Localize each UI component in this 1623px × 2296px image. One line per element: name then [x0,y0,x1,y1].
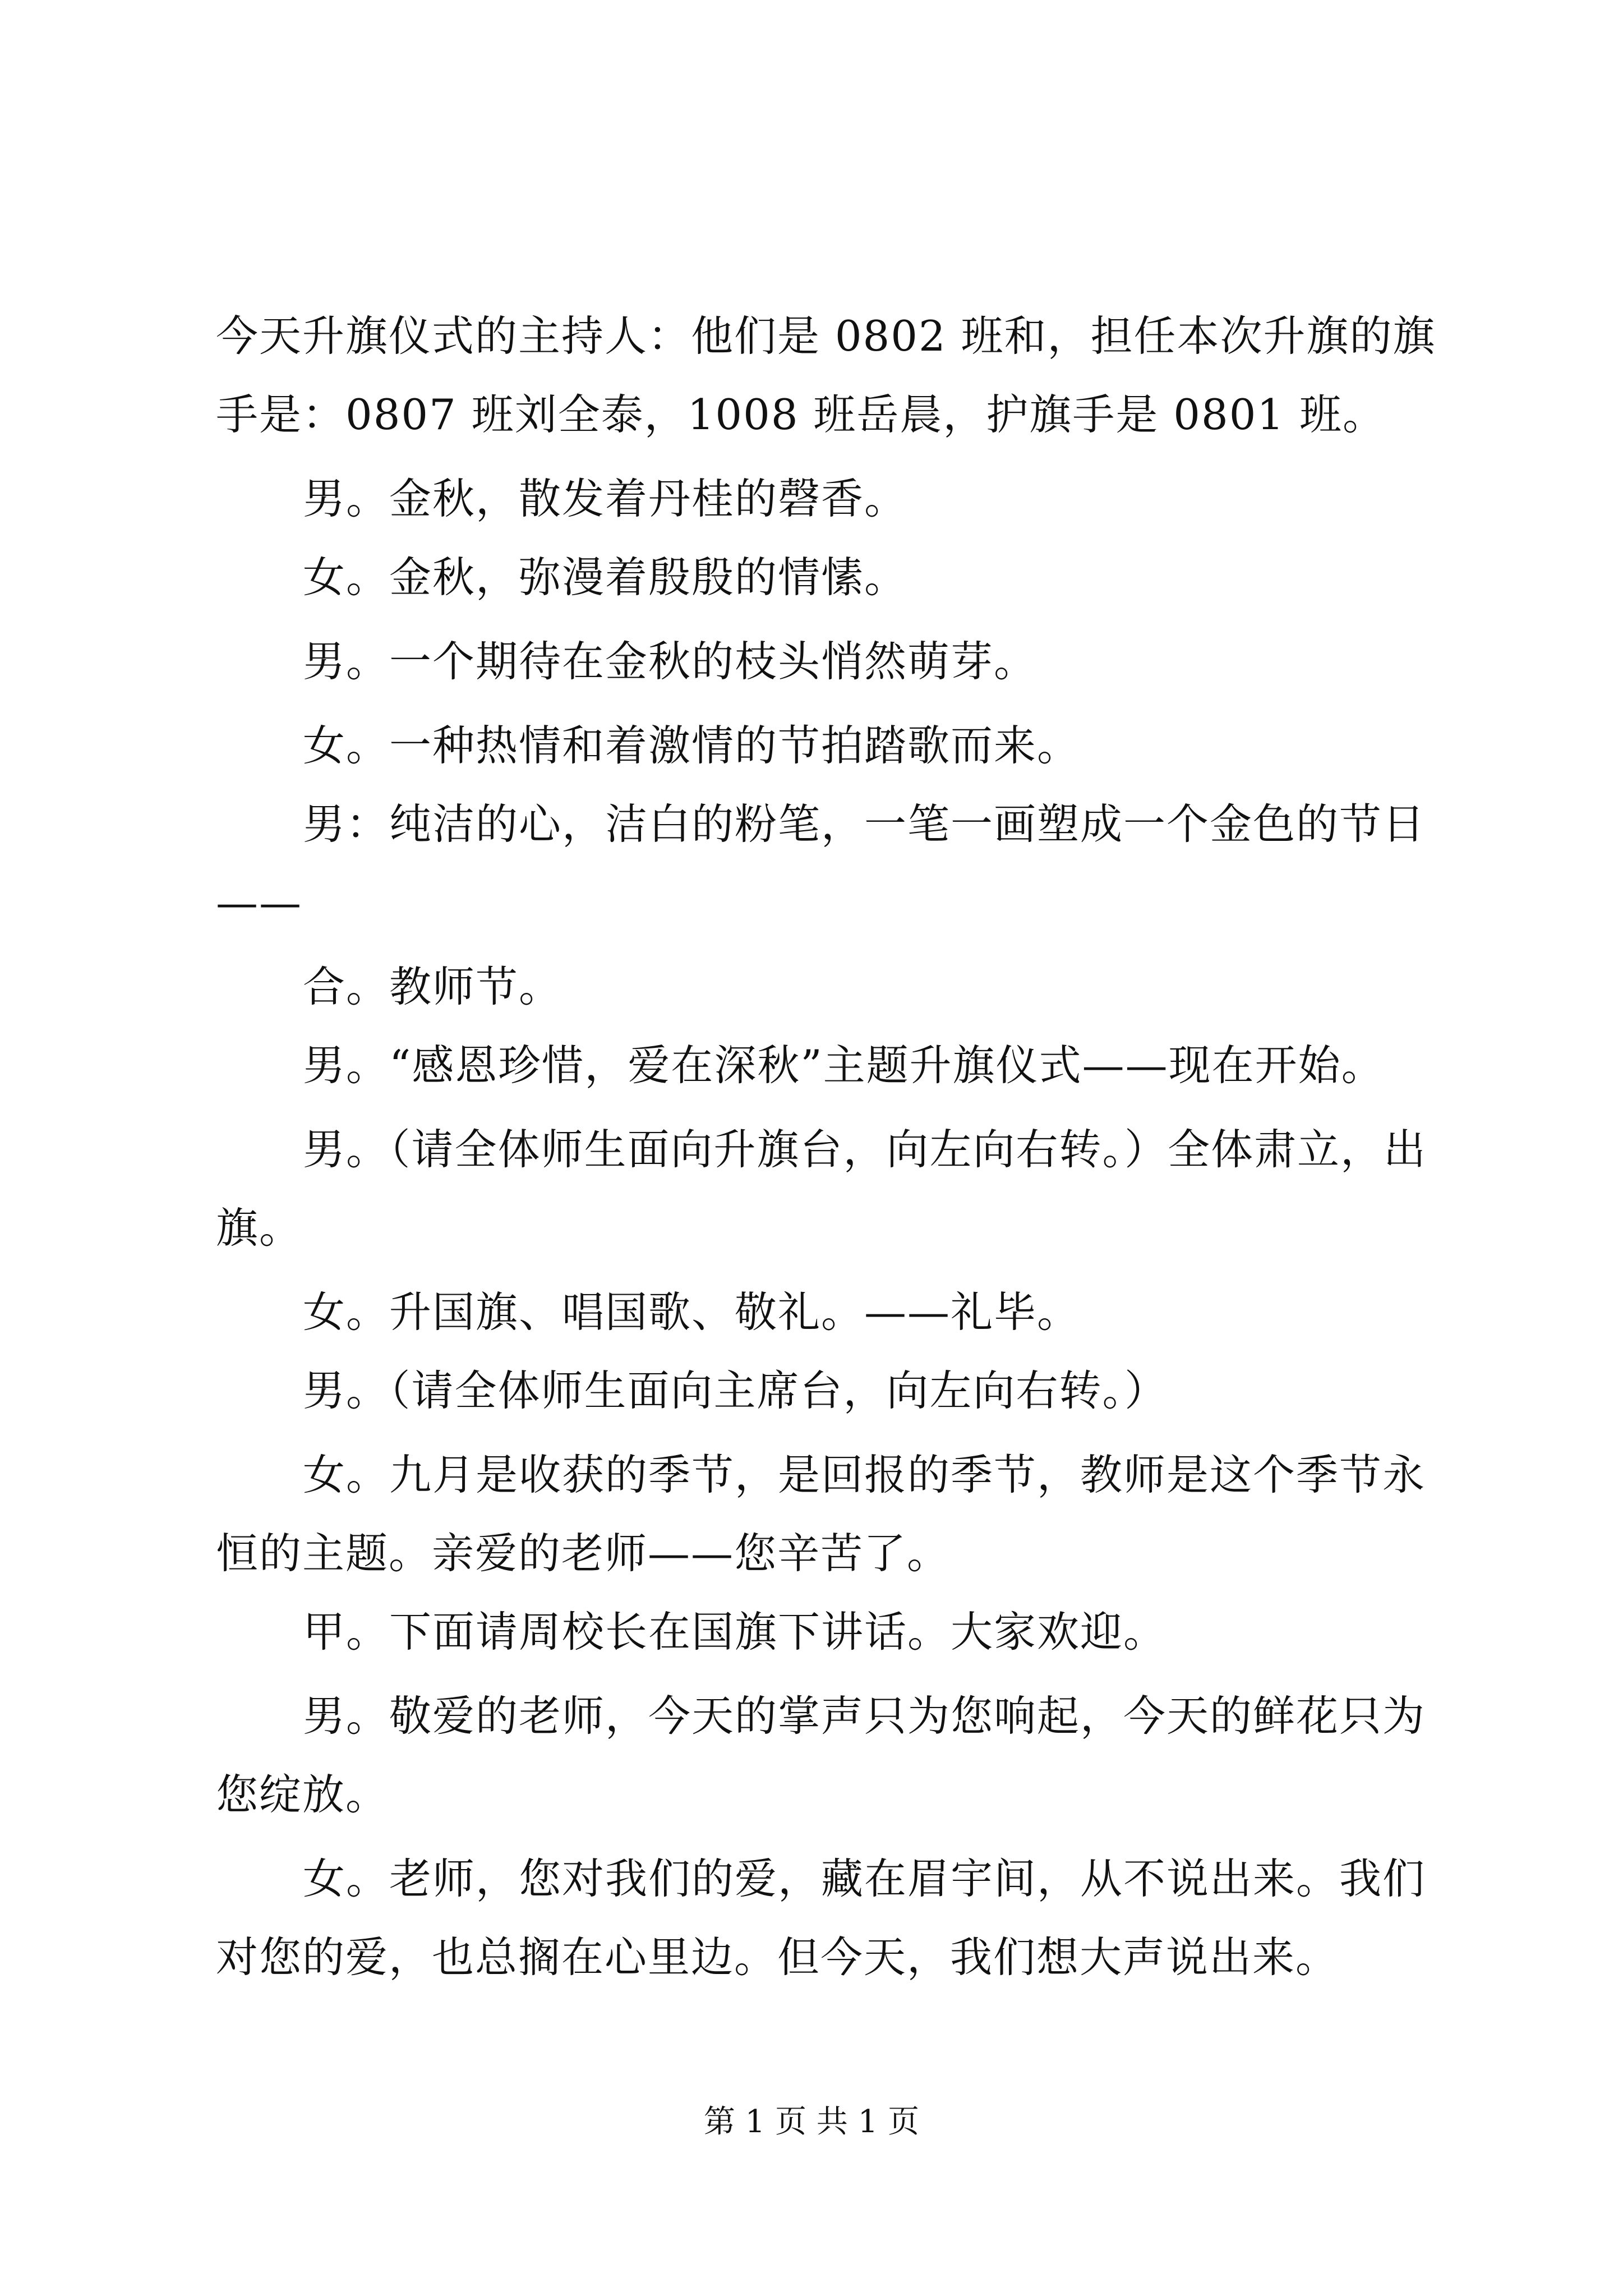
text-line: 男。金秋，散发着丹桂的磬香。 [303,474,908,523]
text-line: 女。金秋，弥漫着殷殷的情愫。 [303,553,908,602]
text-line: 男。（请全体师生面向升旗台，向左向右转。）全体肃立，出 [303,1125,1427,1174]
text-line: 女。一种热情和着激情的节拍踏歌而来。 [303,721,1081,770]
text-line: 今天升旗仪式的主持人：他们是 0802 班和，担任本次升旗的旗 [216,311,1436,361]
text-line: 甲。下面请周校长在国旗下讲话。大家欢迎。 [303,1607,1167,1657]
text-line: 男：纯洁的心，洁白的粉笔，一笔一画塑成一个金色的节日 [303,799,1426,849]
text-line: 男。（请全体师生面向主席台，向左向右转。） [303,1366,1168,1415]
text-line: 男。一个期待在金秋的枝头悄然萌芽。 [303,637,1038,686]
text-line: 恒的主题。亲爱的老师——您辛苦了。 [216,1529,951,1578]
text-line: 手是：0807 班刘全泰，1008 班岳晨，护旗手是 0801 班。 [216,390,1386,439]
text-line: 女。升国旗、唱国歌、敬礼。——礼毕。 [303,1287,1081,1337]
text-line: 女。老师，您对我们的爱，藏在眉宇间，从不说出来。我们 [303,1854,1426,1903]
page-footer: 第 1 页 共 1 页 [703,2104,920,2140]
text-line: 对您的爱，也总搁在心里边。但今天，我们想大声说出来。 [216,1932,1339,1982]
text-line: 合。教师节。 [303,962,562,1011]
text-line: 旗。 [216,1203,303,1253]
text-line: —— [216,878,302,927]
text-line: 女。九月是收获的季节，是回报的季节，教师是这个季节永 [303,1450,1426,1499]
text-line: 您绽放。 [216,1770,389,1819]
text-line: 男。“感恩珍惜，爱在深秋”主题升旗仪式——现在开始。 [303,1041,1385,1090]
text-line: 男。敬爱的老师，今天的掌声只为您响起，今天的鲜花只为 [303,1691,1426,1741]
